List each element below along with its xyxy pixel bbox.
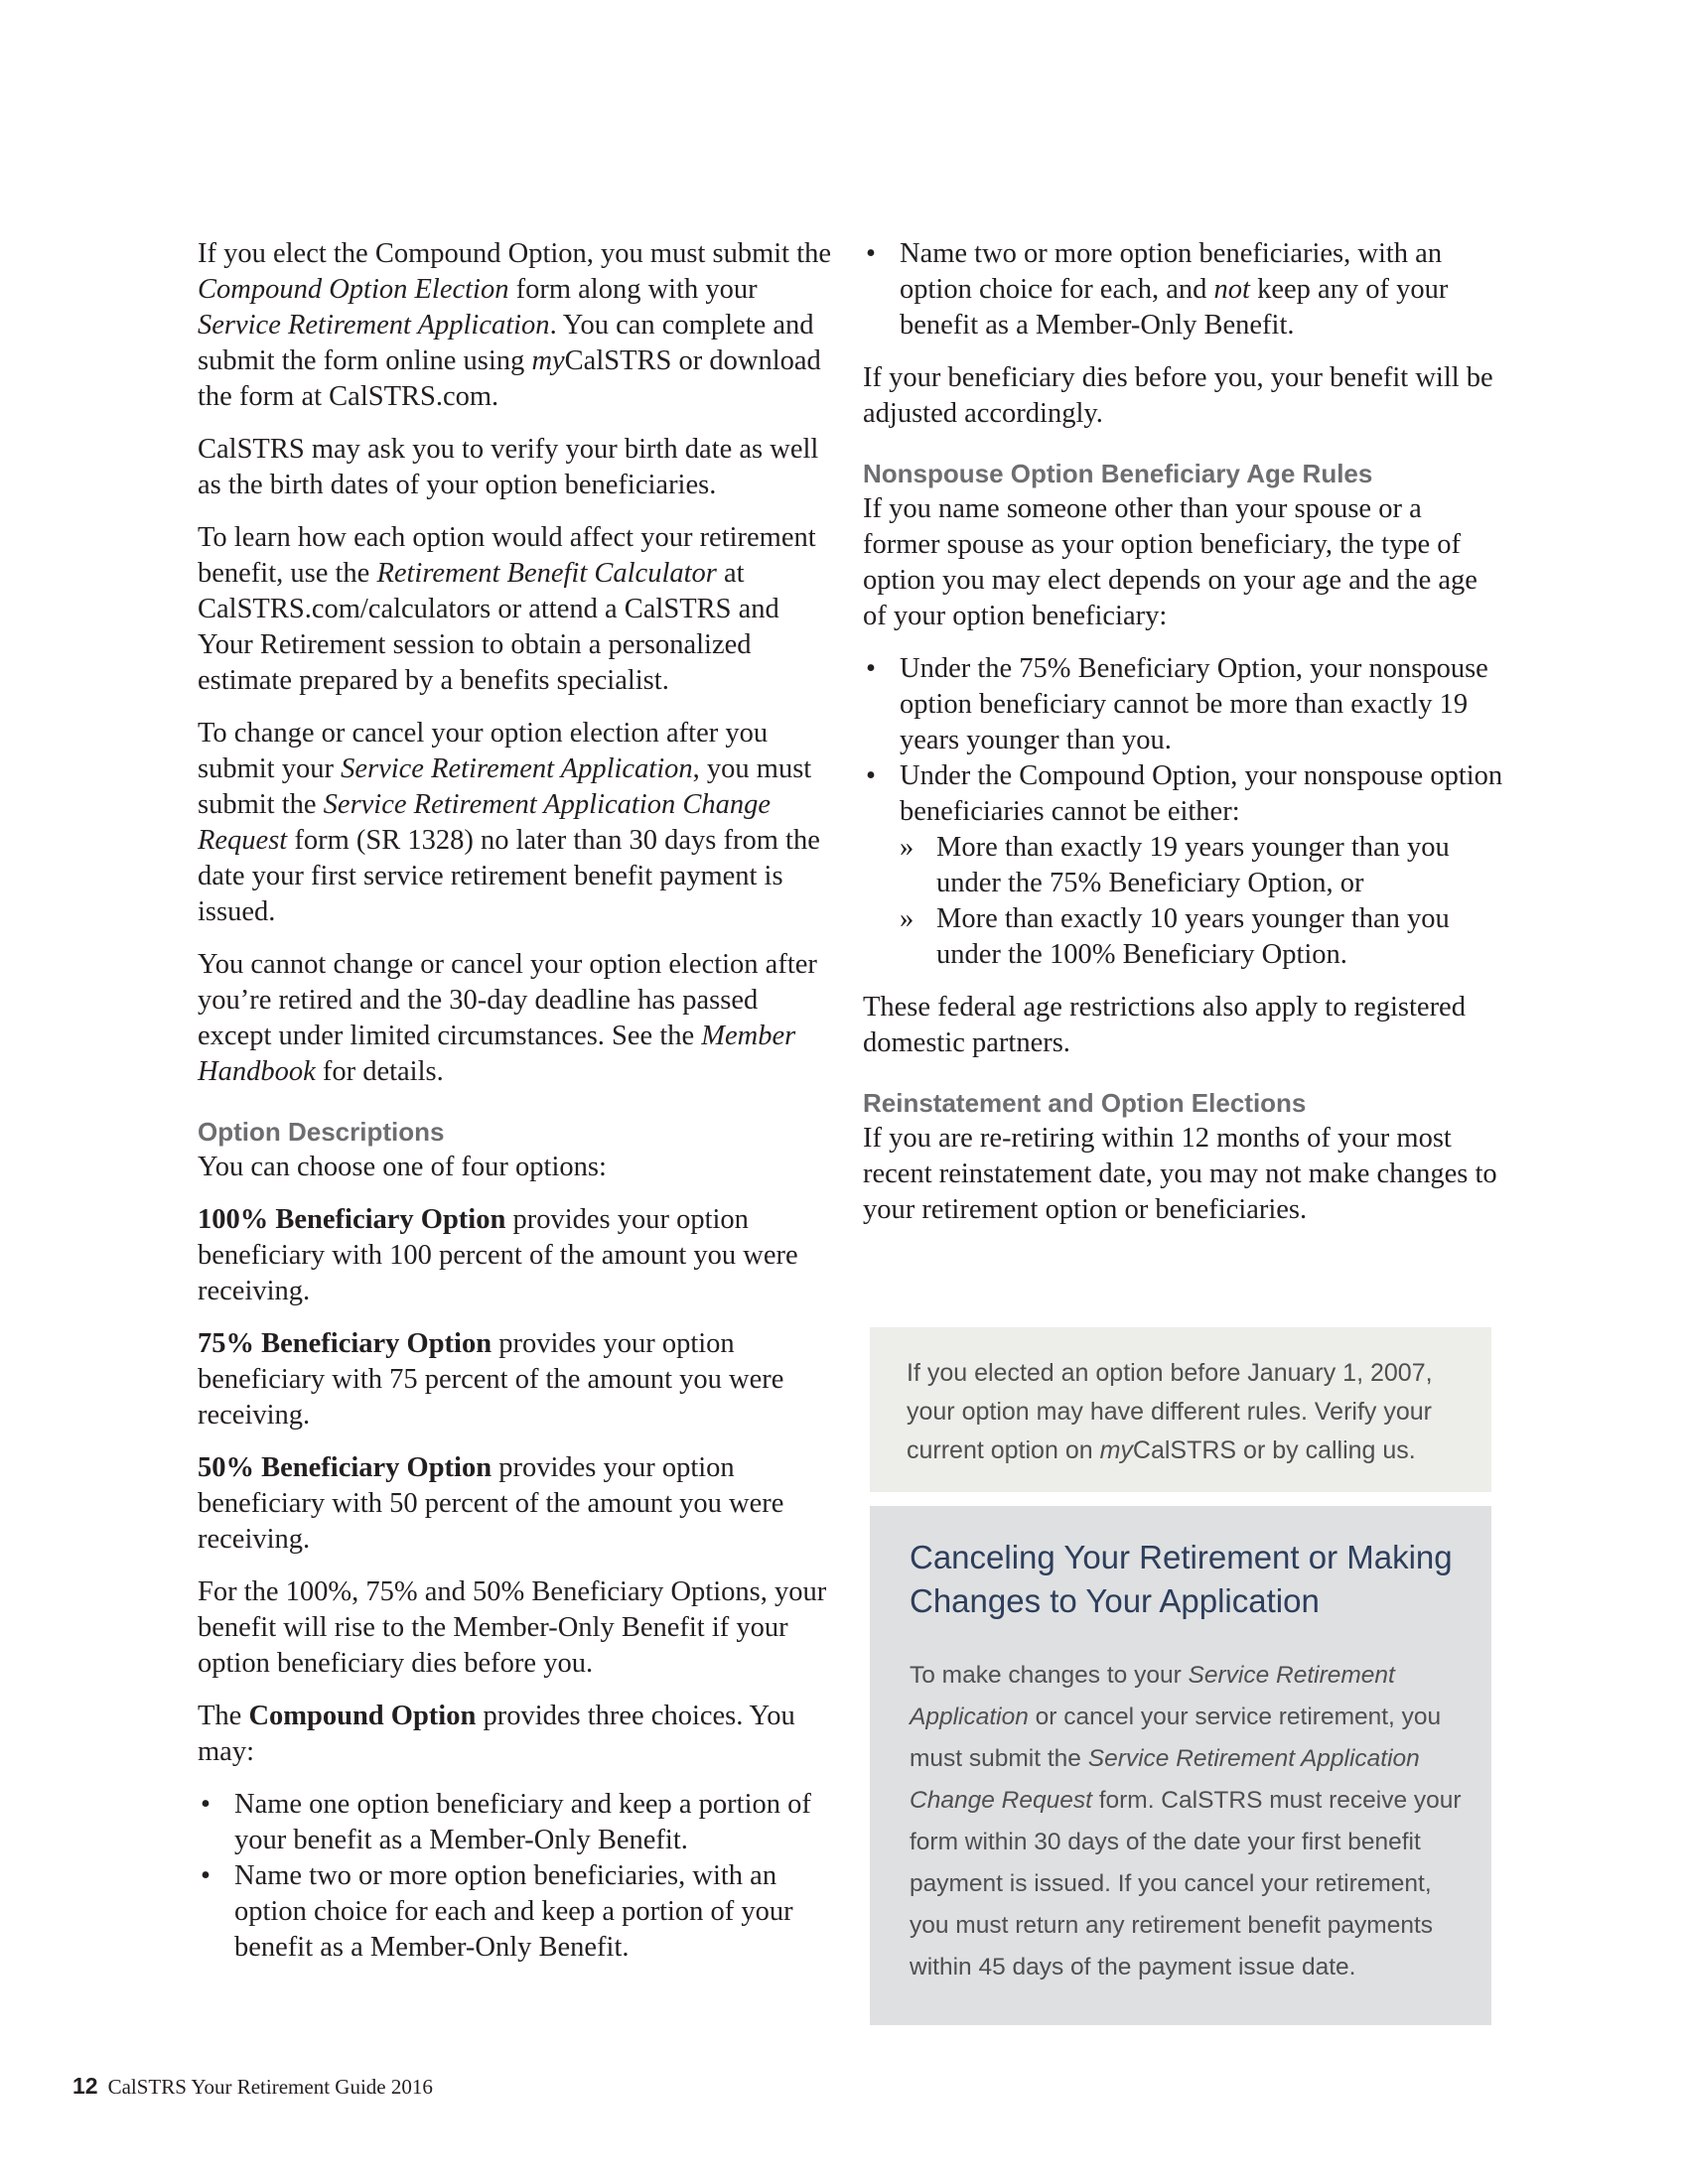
option-50-paragraph: 50% Beneficiary Option provides your option beneficiary with 50 percent of the amount you were receiving. — [198, 1452, 784, 1555]
bullet-icon: • — [866, 653, 876, 684]
bullet-icon: • — [866, 238, 876, 269]
calculator-paragraph: To learn how each option would affect your retirement benefit, use the Retirement Benefit Calculator at CalSTRS.com/calculators or attend a CalSTRS and Your Retirement session to obtain a personalized estimate prepared by a benefits specialist. — [198, 522, 816, 696]
four-options-paragraph: You can choose one of four options: — [198, 1152, 607, 1182]
verify-birth-date-paragraph: CalSTRS may ask you to verify your birth date as well as the birth dates of your option beneficiaries. — [198, 434, 819, 500]
compound-choices-list — [198, 1787, 838, 1966]
member-only-rise-paragraph: For the 100%, 75% and 50% Beneficiary Options, your benefit will rise to the Member-Only Benefit if your option beneficiary dies before you. — [198, 1576, 827, 1679]
age-rules-sublist — [900, 830, 1503, 973]
compound-choices-list-continued — [863, 236, 1503, 343]
option-75-paragraph: 75% Beneficiary Option provides your option beneficiary with 75 percent of the amount you were receiving. — [198, 1328, 784, 1431]
list-item: • Name one option beneficiary and keep a portion of your benefit as a Member-Only Benefit. — [201, 1789, 811, 1855]
pre-2007-note: If you elected an option before January 1, 2007, your option may have different rules. Verify your current option on myCalSTRS or by calling us. — [870, 1327, 1491, 1492]
left-column — [198, 236, 838, 1982]
list-item: » More than exactly 19 years younger than you under the 75% Beneficiary Option, or — [900, 832, 1450, 898]
beneficiary-dies-paragraph: If your beneficiary dies before you, your benefit will be adjusted accordingly. — [863, 362, 1493, 429]
right-column — [863, 236, 1503, 1245]
option-descriptions-heading: Option Descriptions — [198, 1117, 445, 1147]
compound-election-paragraph: If you elect the Compound Option, you must submit the Compound Option Election form along with your Service Retirement Application. You can complete and submit the form online using myCalSTRS or download the form at CalSTRS.com. — [198, 238, 832, 412]
chevron-right-icon: » — [900, 903, 914, 934]
cannot-change-paragraph: You cannot change or cancel your option election after you’re retired and the 30-day deadline has passed except under limited circumstances. See the Member Handbook for details. — [198, 949, 817, 1087]
reinstatement-paragraph: If you are re-retiring within 12 months of your most recent reinstatement date, you may not make changes to your retirement option or beneficiaries. — [863, 1123, 1497, 1225]
sidebar-title: Canceling Your Retirement or Making Changes to Your Application — [910, 1539, 1453, 1619]
compound-option-paragraph: The Compound Option provides three choices. You may: — [198, 1701, 795, 1767]
list-item: • Under the Compound Option, your nonspouse option beneficiaries cannot be either: » More than exactly 19 years younger than you under the 75% Beneficiary Option, or » More than exactly 10 years younger than you under the 100% Beneficiary Option. — [863, 758, 1503, 973]
nonspouse-paragraph: If you name someone other than your spouse or a former spouse as your option beneficiary, the type of option you may elect depends on your age and the age of your option beneficiary: — [863, 493, 1477, 631]
list-item: • Under the 75% Beneficiary Option, your nonspouse option beneficiary cannot be more than exactly 19 years younger than you. — [866, 653, 1488, 755]
page-number: 12 — [72, 2073, 98, 2099]
nonspouse-age-rules-heading: Nonspouse Option Beneficiary Age Rules — [863, 459, 1373, 488]
bullet-icon: • — [201, 1789, 211, 1820]
federal-restrictions-paragraph: These federal age restrictions also apply to registered domestic partners. — [863, 992, 1466, 1058]
list-item: • Name two or more option beneficiaries, with an option choice for each, and not keep any of your benefit as a Member-Only Benefit. — [866, 238, 1449, 341]
bullet-icon: • — [866, 760, 876, 791]
change-option-paragraph: To change or cancel your option election after you submit your Service Retirement Application, you must submit the Service Retirement Application Change Request form (SR 1328) no later than 30 days from the date your first service retirement benefit payment is issued. — [198, 718, 820, 927]
list-item: » More than exactly 10 years younger than you under the 100% Beneficiary Option. — [900, 903, 1450, 970]
guide-title: CalSTRS Your Retirement Guide 2016 — [107, 2075, 433, 2099]
chevron-right-icon: » — [900, 832, 914, 863]
reinstatement-heading: Reinstatement and Option Elections — [863, 1088, 1307, 1118]
list-item: • Name two or more option beneficiaries, with an option choice for each and keep a portion of your benefit as a Member-Only Benefit. — [201, 1860, 793, 1963]
page-footer — [72, 2072, 433, 2101]
canceling-retirement-sidebar — [870, 1506, 1491, 2025]
age-rules-list — [863, 651, 1503, 973]
option-100-paragraph: 100% Beneficiary Option provides your option beneficiary with 100 percent of the amount you were receiving. — [198, 1204, 798, 1306]
sidebar-body: To make changes to your Service Retirement Application or cancel your service retirement, you must submit the Service Retirement Application Change Request form. CalSTRS must receive your form within 30 days of the date your first benefit payment is issued. If you cancel your retirement, you must return any retirement benefit payments within 45 days of the payment issue date. — [910, 1662, 1462, 1980]
bullet-icon: • — [201, 1860, 211, 1891]
